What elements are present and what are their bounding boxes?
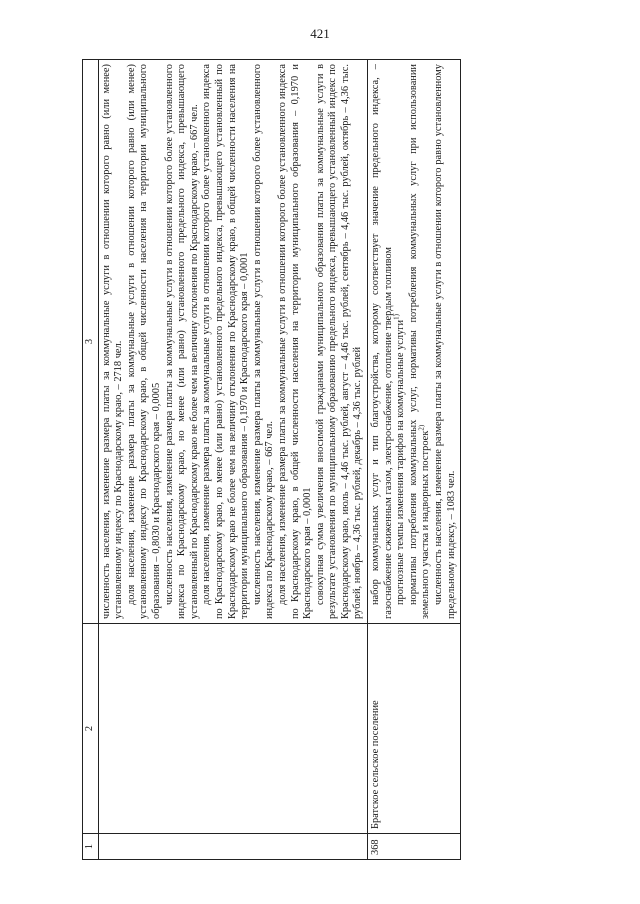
settlement-name-cell	[98, 624, 367, 834]
data-table	[82, 59, 461, 860]
paragraph: доля населения, изменение размера платы за коммунальные услуги в отношении которого более установленного индекса по Краснодарскому краю, в общей численности населения на территории муниципального образования – 0,1970 и Краснодарского края – 0,0001	[276, 64, 314, 619]
column-header-1: 1	[83, 834, 99, 860]
footnote-mark: 2)	[417, 424, 426, 431]
paragraph: доля населения, изменение размера платы за коммунальные услуги в отношении которого равно (или менее) установленному индексу по Краснодарскому краю, в общей численности населения на территории муниципального образования – 0,8030 и Краснодарского края – 0,0005	[125, 64, 162, 619]
footnote-mark: 1)	[392, 314, 401, 320]
settlement-name-cell: Братское сельское поселение	[368, 624, 461, 834]
table-row	[98, 60, 367, 860]
paragraph: набор коммунальных услуг и тип благоустройства, которому соответствует значение предельного индекса, – газоснабжение сжиженным газом, электроснабжение, отопление твердым топливом	[370, 64, 394, 619]
table-row	[368, 60, 461, 860]
paragraph: численность населения, изменение размера платы за коммунальные услуги в отношении которого равно (или менее) установленному индексу по Краснодарскому краю, – 2718 чел.	[100, 64, 125, 619]
row-number-cell	[98, 834, 367, 860]
description-cell	[368, 60, 461, 624]
paragraph	[392, 64, 408, 619]
paragraph: доля населения, изменение размера платы за коммунальные услуги в отношении которого более установленного индекса по Краснодарскому краю, но менее (или равно) установленного предельного индекса, превышающего установленный по Краснодарскому краю не более чем на величину отклонения по Краснодарскому краю, в общей численности населения на территории муниципального образования – 0,1970 и Краснодарского края – 0,0001	[201, 64, 251, 619]
rotated-table-region	[82, 60, 594, 860]
column-header-2: 2	[83, 624, 99, 834]
paragraph: численность населения, изменение размера платы за коммунальные услуги в отношении которого равно установленному предельному индексу, – 1083 чел.	[433, 64, 457, 619]
paragraph-text: нормативы потребления коммунальных услуг, нормативы потребления коммунальных услуг при использовании земельного участка и надворных построек	[407, 64, 432, 619]
page-number: 421	[310, 26, 330, 41]
paragraph-text: прогнозные темпы изменения тарифов на коммунальные услуги	[395, 319, 407, 605]
paragraph: численность населения, изменение размера платы за коммунальные услуги в отношении которого более установленного индекса по Краснодарскому краю, но менее (или равно) установленного предельного индекса, превышающего установленный по Краснодарскому краю не более чем на величину отклонения по Краснодарскому краю, – 667 чел.	[163, 64, 200, 619]
paragraph	[408, 64, 433, 619]
paragraph: численность населения, изменение размера платы за коммунальные услуги в отношении которого более установленного индекса по Краснодарскому краю, – 667 чел.	[251, 64, 276, 619]
rotated-table-frame	[82, 60, 594, 860]
column-header-3: 3	[83, 60, 99, 624]
table-header-row	[83, 60, 99, 860]
paragraph: совокупная сумма увеличения вносимой гражданами муниципального образования платы за коммунальные услуги в результате установления по муниципальному образованию предельного индекса, превышающего установленный индекс по Краснодарскому краю, июль – 4,46 тыс. рублей, август – 4,46 тыс. рублей, сентябрь – 4,46 тыс. рублей, октябрь – 4,36 тыс. рублей, ноябрь – 4,36 тыс. рублей, декабрь – 4,36 тыс. рублей	[314, 64, 364, 619]
row-number-cell: 368	[368, 834, 461, 860]
description-cell	[98, 60, 367, 624]
